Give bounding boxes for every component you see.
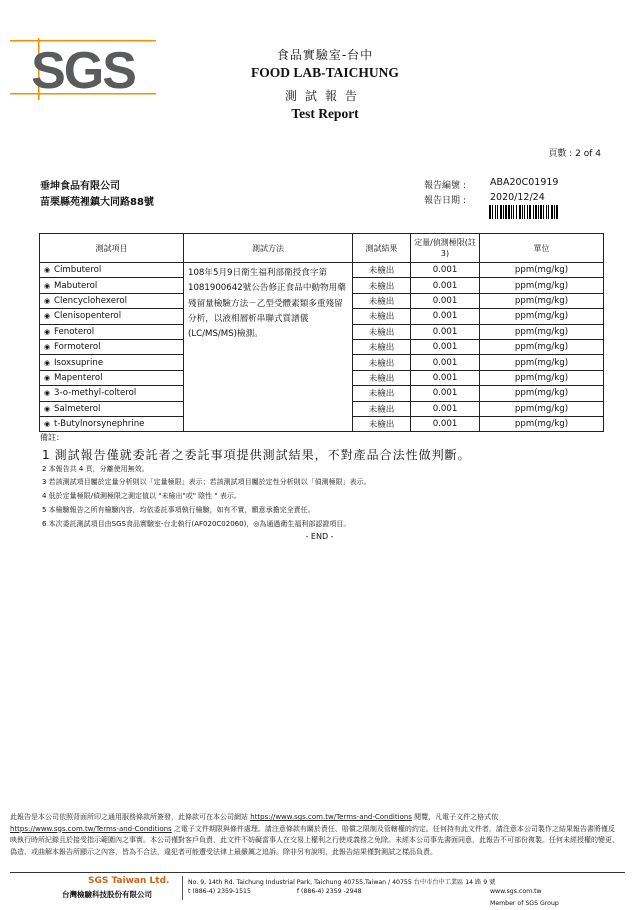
accredited-mark-icon: ◉ (44, 404, 51, 413)
note-3: 3 若該測試項目屬於定量分析則以「定量極限」表示；若該測試項目屬於定性分析則以「偵測極限」表示。 (42, 478, 371, 486)
limit-cell: 0.001 (411, 401, 480, 416)
accredited-mark-icon: ◉ (44, 420, 51, 429)
unit-cell: ppm(mg/kg) (480, 324, 604, 339)
unit-cell: ppm(mg/kg) (480, 416, 604, 431)
footer-member: Member of SGS Group (490, 900, 559, 907)
barcode-bar (524, 205, 525, 219)
test-item-cell (40, 293, 184, 308)
footer-text-1: 此報告是本公司依照背面所印之通用服務條款所簽發，此條款可在本公司網站 (10, 813, 251, 821)
barcode-bar (503, 205, 504, 219)
test-result-cell: 未檢出 (353, 324, 411, 339)
test-item-cell (40, 355, 184, 370)
barcode-bar (529, 205, 531, 219)
report-date-label: 報告日期 : (424, 196, 466, 206)
header-test-item: 測試項目 (40, 234, 184, 263)
test-result-cell: 未檢出 (353, 416, 411, 431)
unit-cell: ppm(mg/kg) (480, 401, 604, 416)
note-6: 6 本次委託測試項目由SGS食品實驗室-台北執行(AF020C02060)，◎為通過衛生福利部認證項目。 (42, 520, 351, 528)
report-title-zh: 測試報告 (284, 89, 365, 103)
accredited-mark-icon: ◉ (44, 312, 51, 321)
test-item-name: Mabuterol (54, 280, 98, 291)
footer-divider (10, 872, 625, 873)
barcode-bar (516, 205, 517, 219)
test-item-name: Formoterol (54, 342, 101, 353)
barcode-bar (489, 205, 491, 219)
unit-cell: ppm(mg/kg) (480, 370, 604, 385)
footer-phone: t (886-4) 2359-1515 (188, 888, 251, 895)
test-item-name: Cimbuterol (54, 265, 102, 276)
barcode-bar (497, 205, 498, 219)
limit-cell: 0.001 (411, 370, 480, 385)
report-number-value: ABA20C01919 (490, 177, 559, 188)
note-2: 2 本報告共 4 頁，分離使用無效。 (42, 465, 149, 473)
accredited-mark-icon: ◉ (44, 373, 51, 382)
footer-disclaimer (10, 812, 620, 858)
logo-text: SGS (31, 42, 135, 100)
sgs-logo (10, 38, 156, 100)
barcode (489, 205, 597, 219)
client-address: 苗栗縣苑裡鎮大同路88號 (40, 197, 154, 208)
test-result-cell: 未檢出 (353, 263, 411, 278)
footer-company-en: SGS Taiwan Ltd. (88, 876, 170, 886)
report-date-value: 2020/12/24 (490, 192, 545, 203)
table-row (40, 263, 604, 278)
test-result-cell: 未檢出 (353, 339, 411, 354)
test-result-cell: 未檢出 (353, 386, 411, 401)
limit-cell: 0.001 (411, 309, 480, 324)
test-item-name: Clenisopenterol (54, 311, 122, 322)
terms-link-1[interactable]: https://www.sgs.com.tw/Terms-and-Conditions (250, 813, 412, 821)
test-item-cell (40, 324, 184, 339)
unit-cell: ppm(mg/kg) (480, 293, 604, 308)
test-result-cell: 未檢出 (353, 355, 411, 370)
barcode-bar (500, 205, 502, 219)
limit-cell: 0.001 (411, 355, 480, 370)
footer-website[interactable]: www.sgs.com.tw (490, 888, 542, 895)
test-item-name: Mapenterol (54, 372, 103, 383)
test-item-name: Salmeterol (54, 403, 101, 414)
note-5: 5 本檢驗報告之所有檢驗內容，均依委託事項執行檢驗，如有不實，願意承擔完全責任。 (42, 506, 315, 514)
barcode-bar (522, 205, 523, 219)
limit-cell: 0.001 (411, 386, 480, 401)
test-result-cell: 未檢出 (353, 370, 411, 385)
accredited-mark-icon: ◉ (44, 266, 51, 275)
unit-cell: ppm(mg/kg) (480, 309, 604, 324)
test-item-name: Isoxsuprine (54, 357, 104, 368)
unit-cell: ppm(mg/kg) (480, 263, 604, 278)
barcode-bar (495, 205, 496, 219)
limit-cell: 0.001 (411, 324, 480, 339)
footer-text-3: 之電子文件期限與條件處理。請注意條款有關於責任、賠償之限制及管轄權的約定。任何持有此文件者，請注意本公司製作之結果報告書將僅反映執行時所紀錄且於接受指示範圍內之事實。本公司僅對客戶負責，此文件不妨礙當事人在交易上權利之行使或義務之免除。未經本公司事先書面同意，此報告不可部份複製。任何未經授權的變更、偽造、或曲解本報告所顯示之內容，皆為不合法，違犯者可能遭受法律上最嚴厲之追訴。除非另有說明，此報告結果僅對測試之樣品負責。 (10, 824, 619, 856)
barcode-bar (554, 205, 555, 219)
footer-fax: f (886-4) 2359 -2948 (296, 888, 362, 895)
test-item-cell (40, 370, 184, 385)
barcode-bar (511, 205, 512, 219)
test-item-cell (40, 309, 184, 324)
unit-cell: ppm(mg/kg) (480, 355, 604, 370)
barcode-bar (538, 205, 539, 219)
terms-link-2[interactable]: https://www.sgs.com.tw/Terms-and-Conditions (10, 824, 172, 833)
report-number-label: 報告編號 : (424, 181, 466, 191)
client-name: 垂坤食品有限公司 (40, 181, 120, 192)
header-unit: 單位 (480, 234, 604, 263)
test-item-cell (40, 339, 184, 354)
barcode-bar (546, 205, 547, 219)
note-1 (42, 446, 471, 463)
note-4: 4 低於定量極限/偵測極限之測定值以 "未檢出"或" 陰性 " 表示。 (42, 492, 241, 500)
barcode-bar (505, 205, 507, 219)
barcode-bar (492, 205, 493, 219)
accredited-mark-icon: ◉ (44, 281, 51, 290)
accredited-mark-icon: ◉ (44, 296, 51, 305)
barcode-bar (540, 205, 542, 219)
test-item-cell (40, 278, 184, 293)
footer-company-zh: 台灣檢驗科技股份有限公司 (62, 890, 152, 899)
notes-label: 備註： (40, 433, 64, 442)
footer-separator (182, 876, 183, 900)
footer-contact (188, 888, 362, 895)
limit-cell: 0.001 (411, 263, 480, 278)
accredited-mark-icon: ◉ (44, 389, 51, 398)
unit-cell: ppm(mg/kg) (480, 278, 604, 293)
accredited-mark-icon: ◉ (44, 327, 51, 336)
limit-cell: 0.001 (411, 416, 480, 431)
test-result-cell: 未檢出 (353, 309, 411, 324)
accredited-mark-icon: ◉ (44, 358, 51, 367)
end-marker: - END - (305, 532, 334, 541)
barcode-bar (513, 205, 514, 219)
barcode-bar (543, 205, 544, 219)
footer-address: No. 9, 14th Rd. Taichung Industrial Park, Taichung 40755,Taiwan / 40755 台中市台中工業區 14 路 9 號 (188, 879, 496, 886)
test-method-cell: 108年5月9日衛生福利部衛授食字第1081900642號公告修正食品中動物用藥殘留量檢驗方法－乙型受體素類多重殘留分析，以液相層析串聯式質譜儀(LC/MS/MS)檢測。 (184, 263, 353, 432)
note-1-text: 測試報告僅就委託者之委託事項提供測試結果，不對產品合法性做判斷。 (54, 448, 471, 462)
barcode-bar (535, 205, 537, 219)
barcode-bar (551, 205, 553, 219)
test-result-cell: 未檢出 (353, 401, 411, 416)
test-result-cell: 未檢出 (353, 278, 411, 293)
test-item-cell (40, 401, 184, 416)
lab-name-zh: 食品實驗室-台中 (276, 48, 374, 62)
test-item-name: 3-o-methyl-colterol (54, 388, 137, 399)
footer-text-2: 閱覽，凡電子文件之格式依 (411, 813, 499, 821)
limit-cell: 0.001 (411, 293, 480, 308)
page-number: 頁數 : 2 of 4 (548, 149, 601, 159)
barcode-bar (527, 205, 528, 219)
test-item-name: Fenoterol (54, 326, 95, 337)
header-test-method: 測試方法 (184, 234, 353, 263)
note-1-number: 1 (42, 448, 51, 462)
test-item-cell (40, 386, 184, 401)
barcode-bar (556, 205, 558, 219)
report-title-en: Test Report (291, 106, 359, 121)
accredited-mark-icon: ◉ (44, 343, 51, 352)
unit-cell: ppm(mg/kg) (480, 339, 604, 354)
header-limit: 定量/偵測極限(註3) (411, 234, 480, 263)
test-item-cell (40, 263, 184, 278)
table-header-row (40, 234, 604, 263)
unit-cell: ppm(mg/kg) (480, 386, 604, 401)
barcode-bar (519, 205, 521, 219)
header-test-result: 測試結果 (353, 234, 411, 263)
limit-cell: 0.001 (411, 339, 480, 354)
limit-cell: 0.001 (411, 278, 480, 293)
test-item-name: t-Butylnorsynephrine (54, 419, 145, 430)
result-table (39, 233, 604, 432)
barcode-bar (548, 205, 549, 219)
barcode-bar (533, 205, 534, 219)
barcode-bar (508, 205, 510, 219)
test-item-cell (40, 416, 184, 431)
lab-name-en: FOOD LAB-TAICHUNG (251, 65, 399, 80)
test-item-name: Clencyclohexerol (54, 295, 127, 306)
test-result-cell: 未檢出 (353, 293, 411, 308)
